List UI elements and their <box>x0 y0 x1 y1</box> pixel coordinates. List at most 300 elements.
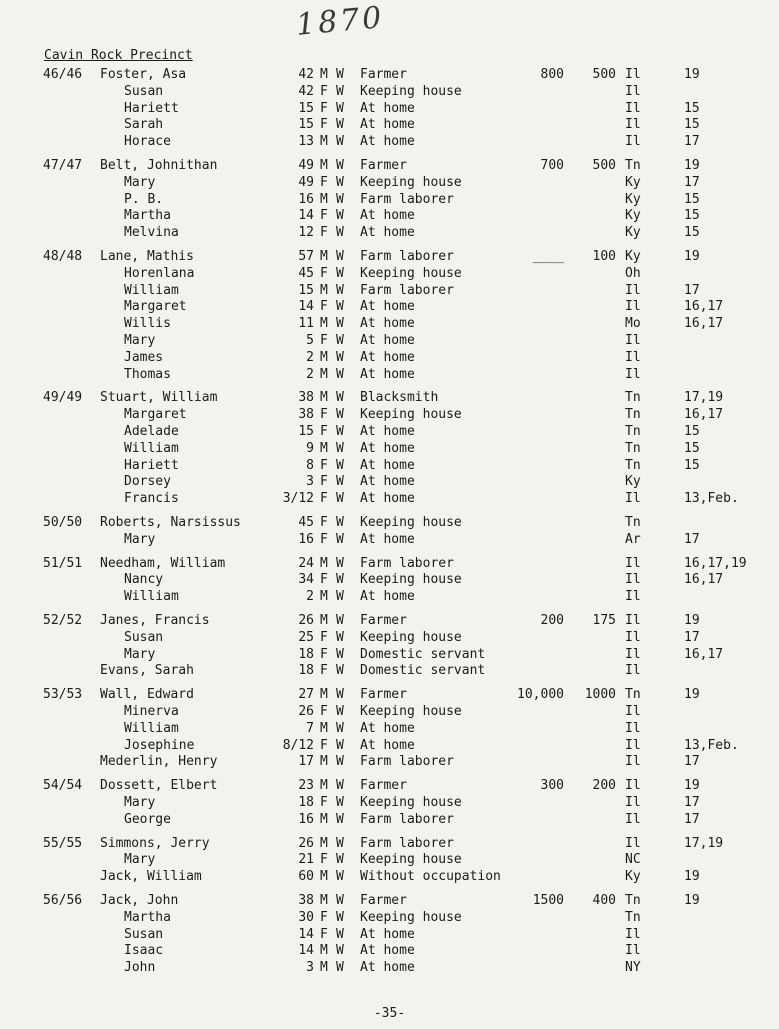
note-codes: 15 <box>684 457 700 473</box>
note-codes: 15 <box>684 208 700 224</box>
occupation: At home <box>360 134 415 150</box>
age: 49 <box>298 158 314 173</box>
birthplace: Il <box>625 572 641 588</box>
table-row <box>0 224 779 241</box>
sex: M <box>320 960 328 976</box>
age: 3/12 <box>282 491 314 507</box>
birthplace: Il <box>625 589 641 605</box>
dwelling-number: 49/49 <box>43 390 83 406</box>
race: W <box>336 349 344 365</box>
occupation: At home <box>360 457 415 473</box>
dwelling-number: 55/55 <box>43 835 83 851</box>
birthplace: Il <box>625 613 641 628</box>
age: 42 <box>298 83 314 99</box>
sex: M <box>320 893 328 908</box>
personal-estate-value: 400 <box>592 893 616 908</box>
birthplace: Il <box>625 754 641 770</box>
person-name: Willis <box>124 316 171 332</box>
race: W <box>336 737 344 753</box>
person-name: Foster, Asa <box>100 67 187 82</box>
age: 13 <box>298 134 314 150</box>
occupation: Farmer <box>360 778 407 794</box>
birthplace: NY <box>625 960 641 976</box>
occupation: At home <box>360 333 415 348</box>
birthplace: Il <box>625 366 641 382</box>
person-name: Mederlin, Henry <box>100 754 218 770</box>
age: 45 <box>298 265 314 281</box>
birthplace: Ky <box>625 225 641 241</box>
note-codes: 13,Feb. <box>684 737 739 753</box>
note-codes: 17,19 <box>684 390 724 406</box>
birthplace: Il <box>625 67 641 82</box>
race: W <box>336 474 344 490</box>
table-row <box>0 332 779 349</box>
sex: M <box>320 754 328 770</box>
dwelling-number: 53/53 <box>43 687 83 703</box>
race: W <box>336 754 344 770</box>
race: W <box>336 333 344 348</box>
dwelling-number: 50/50 <box>43 515 83 530</box>
birthplace: Ky <box>625 249 641 264</box>
note-codes: 19 <box>684 869 700 885</box>
occupation: Farm laborer <box>360 555 454 571</box>
occupation: Keeping house <box>360 407 462 423</box>
age: 18 <box>298 795 314 810</box>
person-name: Francis <box>124 491 179 507</box>
table-row <box>0 207 779 224</box>
occupation: At home <box>360 349 415 365</box>
occupation: Keeping house <box>360 629 462 645</box>
occupation: At home <box>360 491 415 507</box>
sex: M <box>320 869 328 885</box>
birthplace: Tn <box>625 457 641 473</box>
table-row <box>0 514 779 531</box>
sex: F <box>320 795 328 810</box>
race: W <box>336 960 344 976</box>
person-name: Adelade <box>124 424 179 439</box>
note-codes: 15 <box>684 191 700 207</box>
table-row <box>0 265 779 282</box>
note-codes: 13,Feb. <box>684 491 739 507</box>
birthplace: Il <box>625 704 641 719</box>
sex: M <box>320 134 328 150</box>
sex: F <box>320 117 328 133</box>
personal-estate-value: 1000 <box>584 687 616 703</box>
age: 49 <box>298 174 314 190</box>
age: 26 <box>298 613 314 628</box>
table-row <box>0 588 779 605</box>
person-name: Nancy <box>124 572 164 588</box>
race: W <box>336 687 344 703</box>
person-name: Dossett, Elbert <box>100 778 218 794</box>
occupation: Farmer <box>360 613 407 628</box>
race: W <box>336 208 344 224</box>
sex: F <box>320 424 328 439</box>
person-name: Roberts, Narsissus <box>100 515 241 530</box>
age: 21 <box>298 852 314 868</box>
occupation: Farm laborer <box>360 249 454 264</box>
note-codes: 17 <box>684 174 700 190</box>
age: 9 <box>306 440 314 456</box>
table-row <box>0 646 779 663</box>
sex: F <box>320 531 328 547</box>
sex: F <box>320 333 328 348</box>
sex: F <box>320 663 328 679</box>
table-row <box>0 959 779 976</box>
real-estate-value: ____ <box>532 249 564 264</box>
age: 38 <box>298 390 314 406</box>
birthplace: Tn <box>625 158 641 173</box>
note-codes: 16,17 <box>684 646 724 662</box>
birthplace: Tn <box>625 687 641 703</box>
note-codes: 17 <box>684 811 700 827</box>
sex: F <box>320 909 328 925</box>
real-estate-value: 200 <box>540 613 564 628</box>
birthplace: Il <box>625 282 641 298</box>
table-row <box>0 720 779 737</box>
race: W <box>336 265 344 281</box>
birthplace: Tn <box>625 407 641 423</box>
sex: M <box>320 440 328 456</box>
person-name: Stuart, William <box>100 390 218 406</box>
birthplace: Tn <box>625 390 641 406</box>
note-codes: 16,17 <box>684 407 724 423</box>
precinct-heading: Cavin Rock Precinct <box>44 48 193 63</box>
sex: F <box>320 646 328 662</box>
age: 26 <box>298 835 314 851</box>
person-name: Martha <box>124 208 171 224</box>
birthplace: Oh <box>625 265 641 281</box>
person-name: William <box>124 589 179 605</box>
person-name: Hariett <box>124 100 179 116</box>
occupation: Keeping house <box>360 515 462 530</box>
birthplace: Ar <box>625 531 641 547</box>
note-codes: 15 <box>684 424 700 439</box>
table-row <box>0 66 779 83</box>
sex: F <box>320 704 328 719</box>
person-name: Lane, Mathis <box>100 249 194 264</box>
person-name: Horenlana <box>124 265 195 281</box>
age: 3 <box>306 474 314 490</box>
table-row <box>0 191 779 208</box>
person-name: Minerva <box>124 704 179 719</box>
age: 11 <box>298 316 314 332</box>
race: W <box>336 491 344 507</box>
table-row <box>0 349 779 366</box>
occupation: Domestic servant <box>360 663 486 679</box>
race: W <box>336 299 344 315</box>
race: W <box>336 778 344 794</box>
personal-estate-value: 500 <box>592 158 616 173</box>
race: W <box>336 100 344 116</box>
dwelling-number: 56/56 <box>43 893 83 908</box>
age: 45 <box>298 515 314 530</box>
occupation: Farmer <box>360 893 407 908</box>
person-name: Belt, Johnithan <box>100 158 218 173</box>
age: 2 <box>306 349 314 365</box>
table-row <box>0 926 779 943</box>
sex: M <box>320 778 328 794</box>
table-row <box>0 440 779 457</box>
race: W <box>336 629 344 645</box>
age: 12 <box>298 225 314 241</box>
birthplace: Il <box>625 646 641 662</box>
birthplace: Il <box>625 778 641 794</box>
dwelling-number: 46/46 <box>43 67 83 82</box>
race: W <box>336 83 344 99</box>
race: W <box>336 943 344 959</box>
person-name: Horace <box>124 134 171 150</box>
table-row <box>0 909 779 926</box>
occupation: At home <box>360 424 415 439</box>
age: 15 <box>298 100 314 116</box>
sex: M <box>320 191 328 207</box>
table-row <box>0 835 779 852</box>
occupation: At home <box>360 531 415 547</box>
age: 16 <box>298 191 314 207</box>
table-row <box>0 389 779 406</box>
race: W <box>336 282 344 298</box>
real-estate-value: 1500 <box>532 893 564 908</box>
birthplace: Ky <box>625 208 641 224</box>
occupation: Keeping house <box>360 572 462 588</box>
sex: M <box>320 158 328 173</box>
real-estate-value: 10,000 <box>517 687 564 703</box>
race: W <box>336 811 344 827</box>
age: 24 <box>298 555 314 571</box>
sex: M <box>320 811 328 827</box>
birthplace: Il <box>625 100 641 116</box>
age: 3 <box>306 960 314 976</box>
sex: M <box>320 390 328 406</box>
table-row <box>0 116 779 133</box>
birthplace: Ky <box>625 191 641 207</box>
person-name: Sarah <box>124 117 164 133</box>
note-codes: 15 <box>684 117 700 133</box>
sex: F <box>320 265 328 281</box>
occupation: At home <box>360 117 415 133</box>
note-codes: 15 <box>684 225 700 241</box>
birthplace: Il <box>625 349 641 365</box>
table-row <box>0 531 779 548</box>
occupation: Farmer <box>360 158 407 173</box>
race: W <box>336 893 344 908</box>
person-name: Mary <box>124 174 156 190</box>
table-row <box>0 248 779 265</box>
birthplace: Tn <box>625 909 641 925</box>
sex: M <box>320 687 328 703</box>
birthplace: Il <box>625 83 641 99</box>
race: W <box>336 67 344 82</box>
age: 14 <box>298 943 314 959</box>
age: 16 <box>298 811 314 827</box>
person-name: Hariett <box>124 457 179 473</box>
dwelling-number: 47/47 <box>43 158 83 173</box>
race: W <box>336 909 344 925</box>
dwelling-number: 51/51 <box>43 555 83 571</box>
occupation: At home <box>360 474 415 490</box>
race: W <box>336 515 344 530</box>
age: 17 <box>298 754 314 770</box>
note-codes: 17 <box>684 531 700 547</box>
race: W <box>336 174 344 190</box>
age: 25 <box>298 629 314 645</box>
birthplace: Mo <box>625 316 641 332</box>
person-name: Mary <box>124 333 156 348</box>
person-name: Dorsey <box>124 474 171 490</box>
note-codes: 19 <box>684 249 700 264</box>
real-estate-value: 300 <box>540 778 564 794</box>
age: 57 <box>298 249 314 264</box>
person-name: William <box>124 282 179 298</box>
table-row <box>0 892 779 909</box>
occupation: At home <box>360 208 415 224</box>
note-codes: 16,17,19 <box>684 555 747 571</box>
person-name: Mary <box>124 531 156 547</box>
race: W <box>336 249 344 264</box>
person-name: Thomas <box>124 366 171 382</box>
birthplace: Il <box>625 134 641 150</box>
table-row <box>0 794 779 811</box>
sex: M <box>320 835 328 851</box>
table-row <box>0 100 779 117</box>
person-name: George <box>124 811 171 827</box>
race: W <box>336 531 344 547</box>
table-row <box>0 811 779 828</box>
race: W <box>336 134 344 150</box>
dwelling-number: 52/52 <box>43 613 83 628</box>
table-row <box>0 662 779 679</box>
sex: M <box>320 366 328 382</box>
sex: F <box>320 572 328 588</box>
note-codes: 15 <box>684 100 700 116</box>
birthplace: Il <box>625 333 641 348</box>
birthplace: Il <box>625 943 641 959</box>
sex: F <box>320 852 328 868</box>
personal-estate-value: 175 <box>592 613 616 628</box>
birthplace: Il <box>625 117 641 133</box>
sex: F <box>320 457 328 473</box>
note-codes: 17,19 <box>684 835 724 851</box>
person-name: Janes, Francis <box>100 613 210 628</box>
person-name: William <box>124 440 179 456</box>
age: 34 <box>298 572 314 588</box>
table-row <box>0 406 779 423</box>
occupation: Keeping house <box>360 795 462 810</box>
person-name: Isaac <box>124 943 164 959</box>
table-row <box>0 473 779 490</box>
dwelling-number: 54/54 <box>43 778 83 794</box>
occupation: Keeping house <box>360 174 462 190</box>
table-row <box>0 282 779 299</box>
age: 23 <box>298 778 314 794</box>
race: W <box>336 613 344 628</box>
note-codes: 19 <box>684 778 700 794</box>
personal-estate-value: 500 <box>592 67 616 82</box>
sex: F <box>320 407 328 423</box>
sex: F <box>320 629 328 645</box>
age: 15 <box>298 117 314 133</box>
birthplace: NC <box>625 852 641 868</box>
race: W <box>336 589 344 605</box>
personal-estate-value: 100 <box>592 249 616 264</box>
race: W <box>336 117 344 133</box>
sex: M <box>320 67 328 82</box>
person-name: Margaret <box>124 299 187 315</box>
note-codes: 16,17 <box>684 572 724 588</box>
person-name: Mary <box>124 852 156 868</box>
table-row <box>0 423 779 440</box>
age: 5 <box>306 333 314 348</box>
person-name: Needham, William <box>100 555 226 571</box>
birthplace: Il <box>625 811 641 827</box>
race: W <box>336 795 344 810</box>
table-row <box>0 629 779 646</box>
person-name: Mary <box>124 795 156 810</box>
table-row <box>0 868 779 885</box>
occupation: At home <box>360 440 415 456</box>
age: 14 <box>298 926 314 942</box>
age: 8 <box>306 457 314 473</box>
note-codes: 17 <box>684 754 700 770</box>
table-row <box>0 457 779 474</box>
age: 30 <box>298 909 314 925</box>
age: 7 <box>306 720 314 736</box>
sex: M <box>320 249 328 264</box>
table-row <box>0 490 779 507</box>
person-name: Susan <box>124 926 164 942</box>
note-codes: 19 <box>684 613 700 628</box>
occupation: Farm laborer <box>360 282 454 298</box>
sex: F <box>320 515 328 530</box>
handwritten-year: 1870 <box>294 0 386 43</box>
race: W <box>336 225 344 241</box>
table-row <box>0 315 779 332</box>
table-row <box>0 737 779 754</box>
race: W <box>336 440 344 456</box>
page-number: -35- <box>373 1006 406 1021</box>
person-name: Susan <box>124 83 164 99</box>
age: 18 <box>298 646 314 662</box>
occupation: Without occupation <box>360 869 501 885</box>
dwelling-number: 48/48 <box>43 249 83 264</box>
sex: F <box>320 474 328 490</box>
race: W <box>336 572 344 588</box>
note-codes: 16,17 <box>684 299 724 315</box>
birthplace: Tn <box>625 893 641 908</box>
race: W <box>336 407 344 423</box>
table-row <box>0 703 779 720</box>
table-row <box>0 555 779 572</box>
sex: M <box>320 349 328 365</box>
occupation: At home <box>360 720 415 736</box>
person-name: John <box>124 960 156 976</box>
race: W <box>336 926 344 942</box>
note-codes: 17 <box>684 795 700 810</box>
race: W <box>336 316 344 332</box>
table-row <box>0 174 779 191</box>
real-estate-value: 700 <box>540 158 564 173</box>
birthplace: Tn <box>625 424 641 439</box>
age: 2 <box>306 589 314 605</box>
occupation: Keeping house <box>360 704 462 719</box>
race: W <box>336 191 344 207</box>
occupation: At home <box>360 299 415 315</box>
birthplace: Il <box>625 926 641 942</box>
sex: F <box>320 225 328 241</box>
sex: F <box>320 299 328 315</box>
person-name: Mary <box>124 646 156 662</box>
